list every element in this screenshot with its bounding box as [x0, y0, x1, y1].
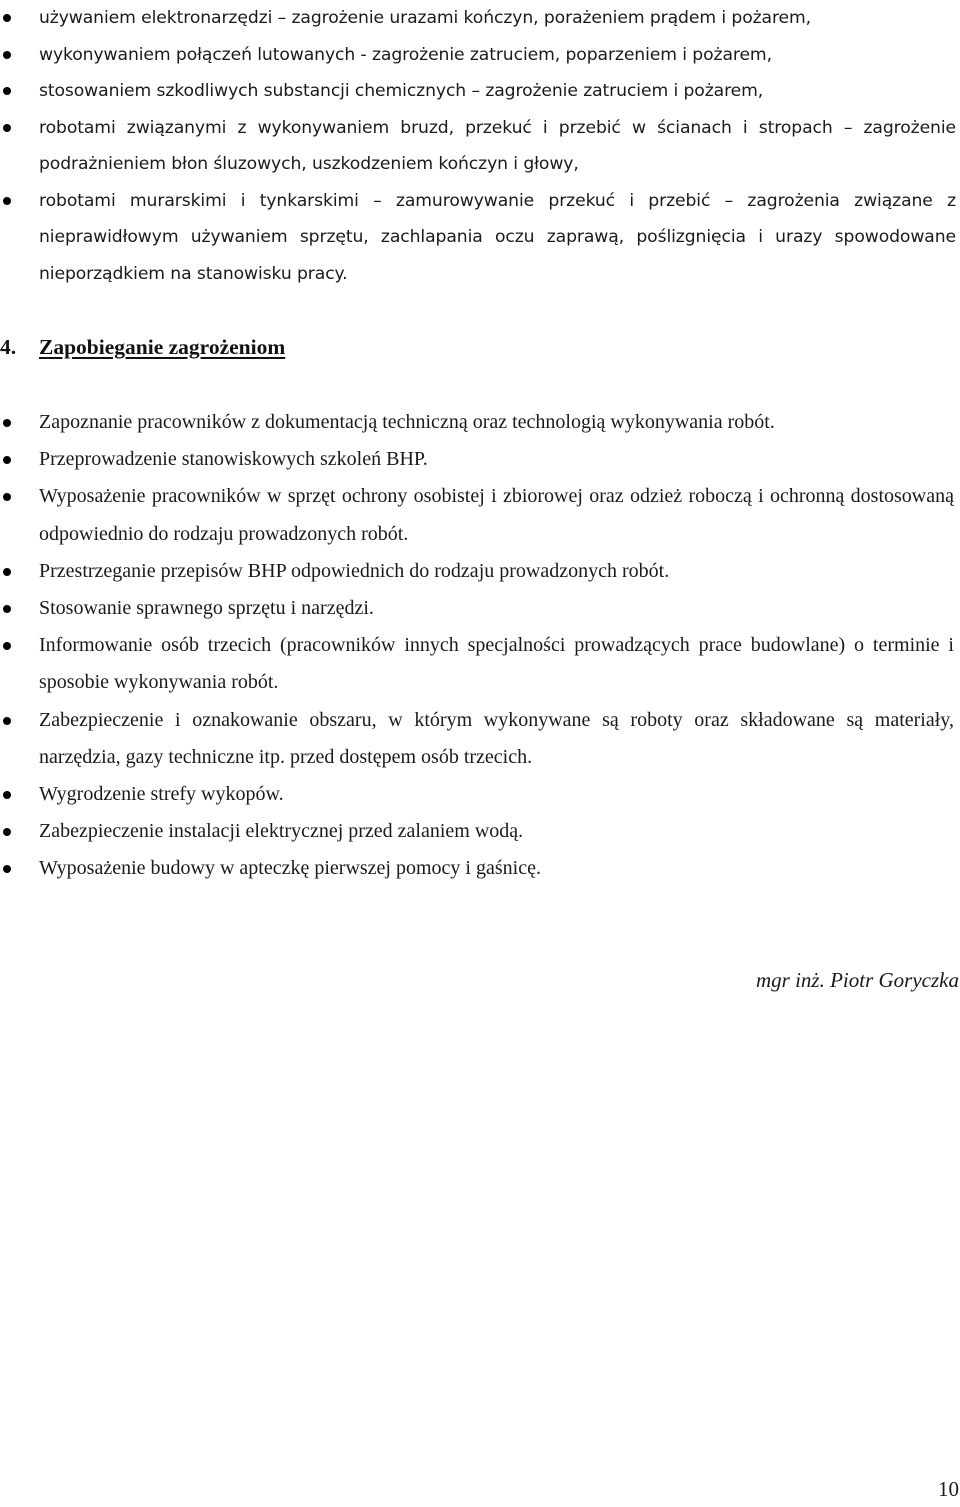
hazards-list [0, 0, 960, 292]
list-item-text: robotami murarskimi i tynkarskimi – zamurowywanie przekuć i przebić – zagrożenia związane z nieprawidłowym używaniem sprzętu, zachlapania oczu zaprawą, poślizgnięcia i urazy spowodowane nieporządkiem na stanowisku pracy. [39, 190, 956, 284]
bullet-icon [3, 51, 11, 59]
list-item-text: wykonywaniem połączeń lutowanych - zagrożenie zatruciem, poparzeniem i pożarem, [39, 44, 772, 65]
bullet-icon [3, 419, 11, 427]
list-item-text: Wygrodzenie strefy wykopów. [39, 783, 284, 806]
prevention-list [0, 404, 960, 888]
list-item-text: Zabezpieczenie instalacji elektrycznej przed zalaniem wodą. [39, 820, 524, 843]
list-item-text: Stosowanie sprawnego sprzętu i narzędzi. [39, 597, 374, 620]
list-item-text: Zapoznanie pracowników z dokumentacją techniczną oraz technologią wykonywania robót. [39, 411, 775, 433]
list-item-text: robotami związanymi z wykonywaniem bruzd, przekuć i przebić w ścianach i stropach – zagrożenie podrażnieniem błon śluzowych, uszkodzeniem kończyn i głowy, [39, 117, 956, 174]
list-item [0, 441, 960, 478]
bullet-icon [3, 87, 11, 95]
list-item-text: Wyposażenie budowy w apteczkę pierwszej pomocy i gaśnicę. [39, 857, 541, 880]
author-signature: mgr inż. Piotr Goryczka [756, 968, 959, 992]
list-item [0, 590, 960, 627]
list-item-text: Zabezpieczenie i oznakowanie obszaru, w którym wykonywane są roboty oraz składowane są materiały, narzędzia, gazy techniczne itp. przed dostępem osób trzecich. [39, 708, 954, 768]
section-title: Zapobieganie zagrożeniom [39, 335, 286, 359]
bullet-icon [3, 828, 11, 836]
bullet-icon [3, 14, 11, 22]
section-number: 4. [0, 335, 17, 359]
list-item [0, 37, 960, 74]
bullet-icon [3, 568, 11, 576]
bullet-icon [3, 642, 11, 650]
bullet-icon [3, 865, 11, 873]
list-item [0, 183, 960, 293]
list-item [0, 813, 960, 850]
list-item [0, 73, 960, 110]
list-item [0, 110, 960, 183]
list-item [0, 553, 960, 590]
list-item-text: używaniem elektronarzędzi – zagrożenie urazami kończyn, porażeniem prądem i pożarem, [39, 8, 812, 28]
list-item [0, 627, 960, 701]
bullet-icon [3, 605, 11, 613]
list-item-text: Przeprowadzenie stanowiskowych szkoleń BHP. [39, 448, 428, 471]
list-item [0, 404, 960, 441]
bullet-icon [3, 124, 11, 132]
list-item-text: stosowaniem szkodliwych substancji chemicznych – zagrożenie zatruciem i pożarem, [39, 81, 764, 101]
list-item-text: Wyposażenie pracowników w sprzęt ochrony osobistej i zbiorowej oraz odzież roboczą i ochronną dostosowaną odpowiednio do rodzaju prowadzonych robót. [39, 485, 954, 545]
bullet-icon [3, 493, 11, 501]
list-item-text: Informowanie osób trzecich (pracowników innych specjalności prowadzących prace budowlane) o terminie i sposobie wykonywania robót. [39, 634, 954, 694]
list-item [0, 478, 960, 552]
list-item [0, 776, 960, 813]
list-item [0, 702, 960, 776]
bullet-icon [3, 197, 11, 205]
list-item-text: Przestrzeganie przepisów BHP odpowiednich do rodzaju prowadzonych robót. [39, 559, 670, 582]
bullet-icon [3, 456, 11, 464]
list-item [0, 0, 960, 37]
bullet-icon [3, 791, 11, 799]
bullet-icon [3, 717, 11, 725]
page-number: 10 [938, 1477, 959, 1501]
list-item [0, 850, 960, 887]
section-heading [0, 330, 285, 364]
